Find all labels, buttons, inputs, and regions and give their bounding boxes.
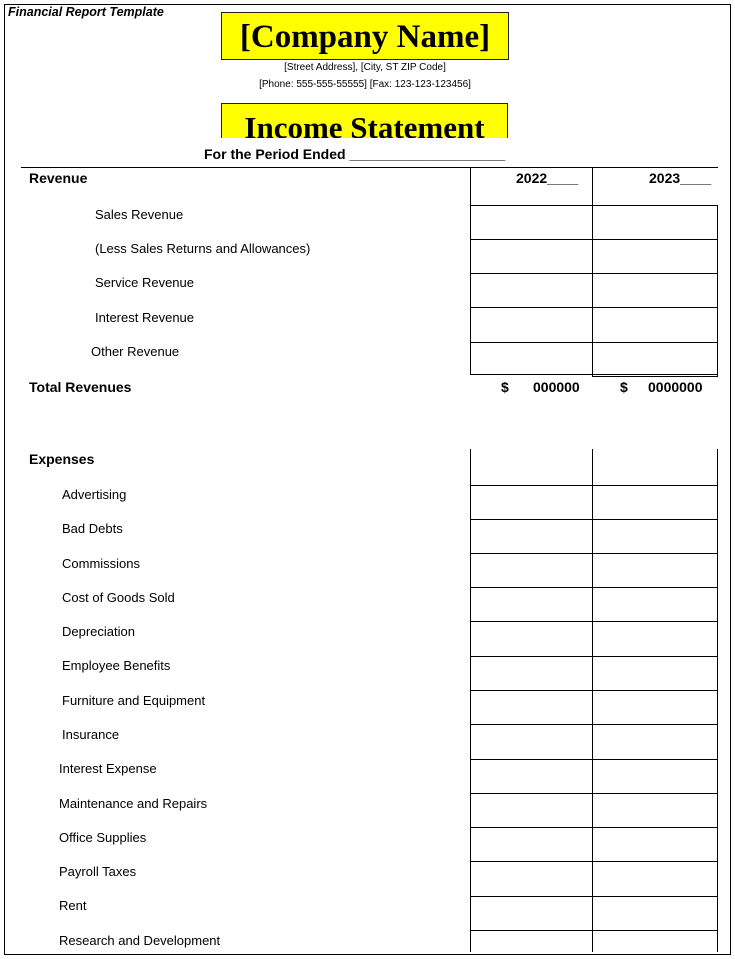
statement-title-banner: Income Statement	[221, 103, 508, 138]
header-divider	[21, 167, 718, 168]
expenses-grid-line	[470, 759, 718, 760]
expense-item: Maintenance and Repairs	[59, 796, 208, 811]
year-2022-header[interactable]: 2022____	[516, 170, 579, 186]
revenue-grid-line	[470, 307, 718, 308]
expenses-grid-line	[717, 449, 718, 952]
template-title: Financial Report Template	[8, 5, 164, 19]
expenses-grid-line	[470, 656, 718, 657]
revenue-item: Sales Revenue	[95, 207, 184, 222]
revenue-section-label: Revenue	[29, 170, 88, 186]
revenue-item: (Less Sales Returns and Allowances)	[95, 241, 311, 256]
expense-item: Interest Expense	[59, 761, 157, 776]
expense-item: Rent	[59, 898, 87, 913]
total-value-2022[interactable]: 000000	[533, 379, 580, 395]
expenses-grid-line	[470, 827, 718, 828]
revenue-grid-line	[470, 205, 718, 206]
expense-item: Advertising	[62, 487, 127, 502]
revenue-grid-line	[470, 239, 718, 240]
expenses-grid-line	[470, 485, 718, 486]
expense-item: Depreciation	[62, 624, 135, 639]
expenses-grid-line	[470, 861, 718, 862]
year-2023-header[interactable]: 2023____	[649, 170, 712, 186]
expense-item: Cost of Goods Sold	[62, 590, 175, 605]
expense-item: Payroll Taxes	[59, 864, 137, 879]
expenses-grid-line	[470, 553, 718, 554]
total-currency-2023: $	[620, 379, 628, 395]
total-revenues-label: Total Revenues	[29, 379, 132, 395]
expenses-grid-line	[470, 896, 718, 897]
revenue-grid-line	[470, 342, 718, 343]
revenue-grid-line	[717, 205, 718, 376]
expenses-grid-line	[470, 587, 718, 588]
expense-item: Furniture and Equipment	[62, 693, 206, 708]
revenue-grid-line	[592, 376, 718, 377]
revenue-item: Other Revenue	[91, 344, 180, 359]
company-address[interactable]: [Street Address], [City, ST ZIP Code]	[284, 62, 446, 73]
revenue-item: Service Revenue	[95, 275, 194, 290]
revenue-grid-line	[470, 273, 718, 274]
company-name-banner[interactable]: [Company Name]	[221, 12, 509, 60]
expense-item: Office Supplies	[59, 830, 147, 845]
company-phone-fax[interactable]: [Phone: 555-555-55555] [Fax: 123-123-123456]	[259, 79, 471, 90]
expenses-grid-line	[470, 621, 718, 622]
expenses-grid-line	[470, 930, 718, 931]
expense-item: Insurance	[62, 727, 120, 742]
total-currency-2022: $	[501, 379, 509, 395]
revenue-grid-line	[592, 167, 593, 376]
expense-item: Bad Debts	[62, 521, 123, 536]
total-value-2023[interactable]: 0000000	[648, 379, 703, 395]
expenses-grid-line	[470, 519, 718, 520]
period-ended-field[interactable]: For the Period Ended ____________________	[204, 146, 506, 162]
revenue-item: Interest Revenue	[95, 310, 195, 325]
expenses-section-label: Expenses	[29, 451, 95, 467]
expense-item: Employee Benefits	[62, 658, 171, 673]
expenses-grid-line	[470, 793, 718, 794]
expense-item: Commissions	[62, 556, 141, 571]
expenses-grid-line	[470, 449, 471, 952]
revenue-grid-line	[470, 374, 718, 375]
expenses-grid-line	[470, 724, 718, 725]
expenses-grid-line	[592, 449, 593, 952]
expenses-grid-line	[470, 690, 718, 691]
expense-item: Research and Development	[59, 933, 221, 948]
